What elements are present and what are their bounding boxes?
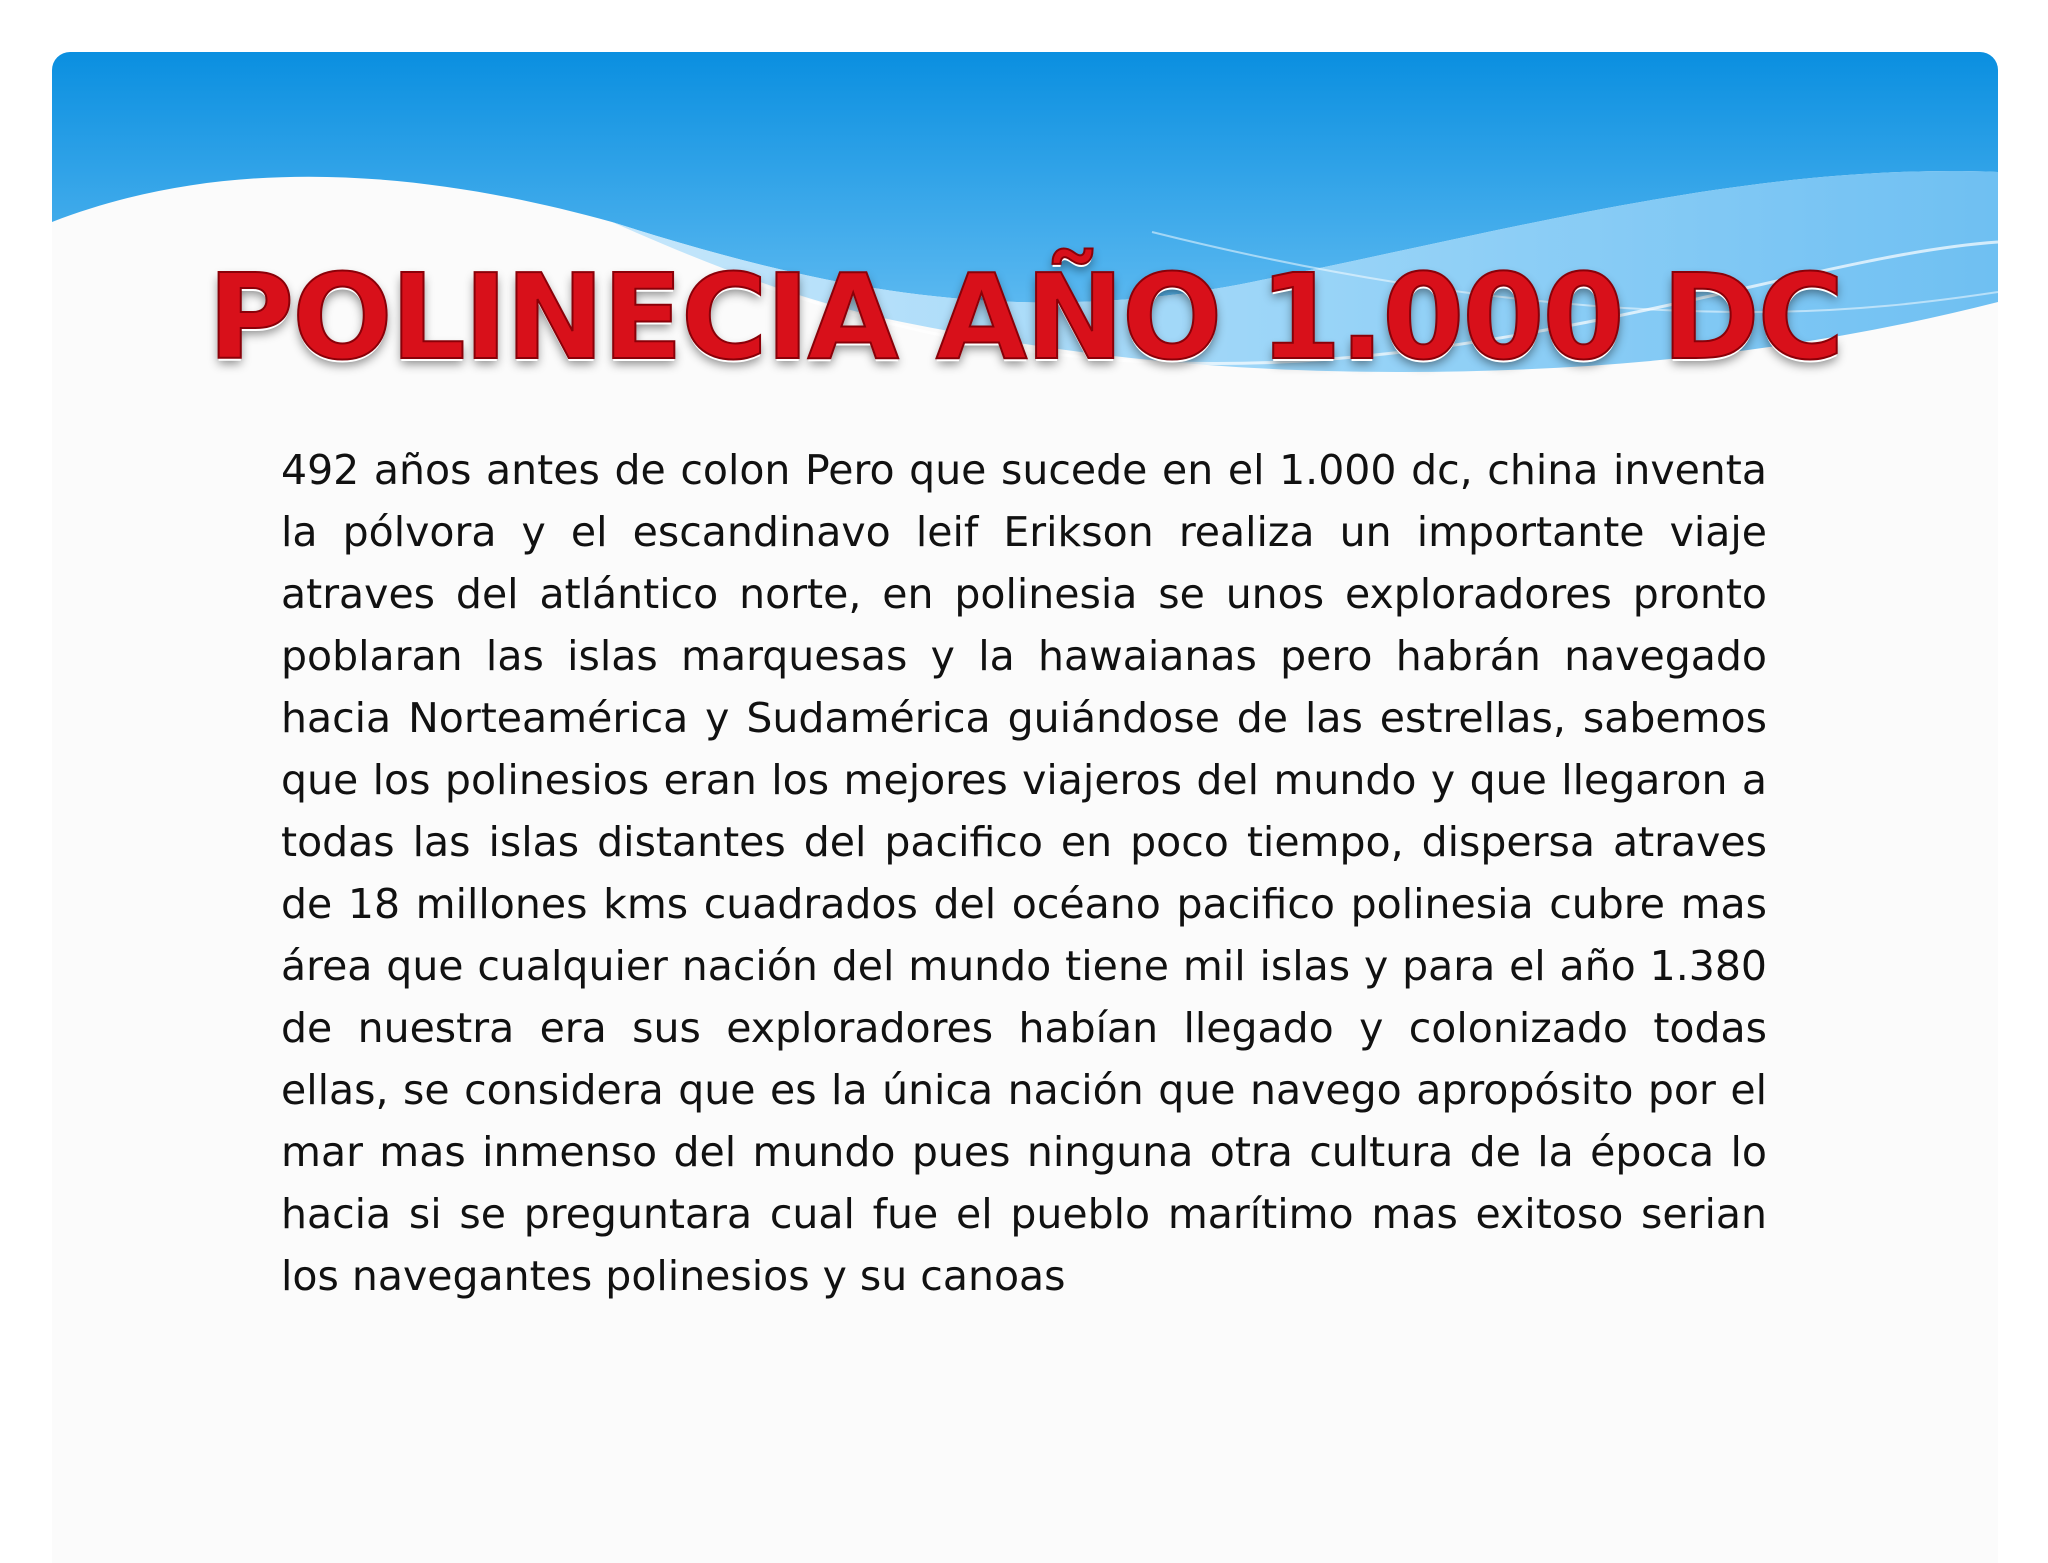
slide-body-text: 492 años antes de colon Pero que sucede en el 1.000 dc, china inventa la pólvora y el escandinavo leif Erikson realiza un importante viaje atraves del atlántico norte, en polinesia se unos exploradores pronto poblaran las islas marquesas y la hawaianas pero habrán navegado hacia Norteamérica y Sudamérica guiándose de las estrellas, sabemos que los polinesios eran los mejores viajeros del mundo y que llegaron a todas las islas distantes del pacifico en poco tiempo, dispersa atraves de 18 millones kms cuadrados del océano pacifico polinesia cubre mas área que cualquier nación del mundo tiene mil islas y para el año 1.380 de nuestra era sus exploradores habían llegado y colonizado todas ellas, se considera que es la única nación que navego apropósito por el mar mas inmenso del mundo pues ninguna otra cultura de la época lo hacia si se preguntara cual fue el pueblo marítimo mas exitoso serian los navegantes polinesios y su canoas <box>281 446 1767 1300</box>
slide-title: POLINECIA AÑO 1.000 DC <box>207 248 1843 386</box>
slide <box>52 52 1998 1563</box>
